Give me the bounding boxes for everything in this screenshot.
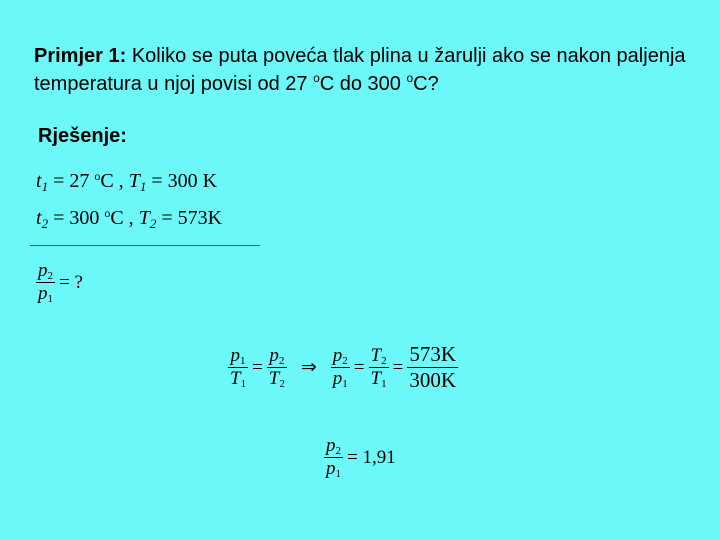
unit-t1: C ,	[100, 170, 129, 192]
fraction-p2-over-T2: $\frac{p_2}{T_2}$	[268, 345, 285, 390]
degree-symbol: o	[313, 71, 320, 85]
value-t1: = 27	[48, 170, 95, 192]
value-t2: = 300	[48, 207, 105, 229]
equals-sign: =	[353, 356, 365, 378]
var-t1: t	[36, 170, 42, 192]
var-T1: T	[128, 170, 140, 192]
degree-symbol: o	[406, 71, 414, 85]
problem-statement	[34, 42, 704, 98]
value-T1: = 300 K	[146, 170, 218, 192]
fraction-p2-over-p1: $\frac{p_2}{p_1}$	[326, 435, 341, 480]
divider-line	[30, 245, 260, 246]
fraction-p1-over-T1: $\frac{p_1}{T_1}$	[230, 345, 247, 390]
unknown-rhs: = ?	[59, 271, 83, 293]
var-t2: t	[36, 207, 42, 229]
var-T2: T	[138, 207, 150, 229]
result-value: = 1,91	[347, 446, 396, 468]
degree-symbol: o	[104, 206, 111, 220]
problem-text-3: C?	[413, 73, 439, 95]
problem-label: Primjer 1:	[34, 45, 127, 67]
given-row-1	[36, 170, 217, 193]
fraction-p2-over-p1: $\frac{p_2}{p_1}$	[38, 260, 53, 305]
unknown-ratio	[36, 260, 87, 305]
unit-t2: C ,	[110, 207, 139, 229]
implies-arrow: ⇒	[300, 357, 317, 378]
equals-sign: =	[252, 356, 263, 378]
sub-t2: 2	[41, 216, 49, 231]
problem-text-2: C do 300	[319, 73, 407, 95]
fraction-573K-over-300K: $\frac{573K}{300K}$	[409, 342, 456, 392]
given-row-2	[36, 207, 222, 230]
fraction-p2-over-p1: $\frac{p_2}{p_1}$	[332, 345, 348, 390]
result-ratio	[324, 435, 400, 480]
sub-t1: 1	[41, 179, 49, 194]
value-T2: = 573K	[156, 207, 223, 229]
equals-sign: =	[392, 356, 404, 378]
problem-text-1: Koliko se puta poveća tlak plina u žarulji ako se nakon paljenja temperatura u njoj povisi od 27	[34, 45, 686, 95]
sub-T2: 2	[149, 216, 157, 231]
gay-lussac-equation	[228, 342, 458, 393]
sub-T1: 1	[139, 179, 147, 194]
degree-symbol: o	[94, 169, 101, 183]
solution-title: Rješenje:	[38, 125, 127, 147]
fraction-T2-over-T1: $\frac{T_2}{T_1}$	[370, 345, 387, 390]
